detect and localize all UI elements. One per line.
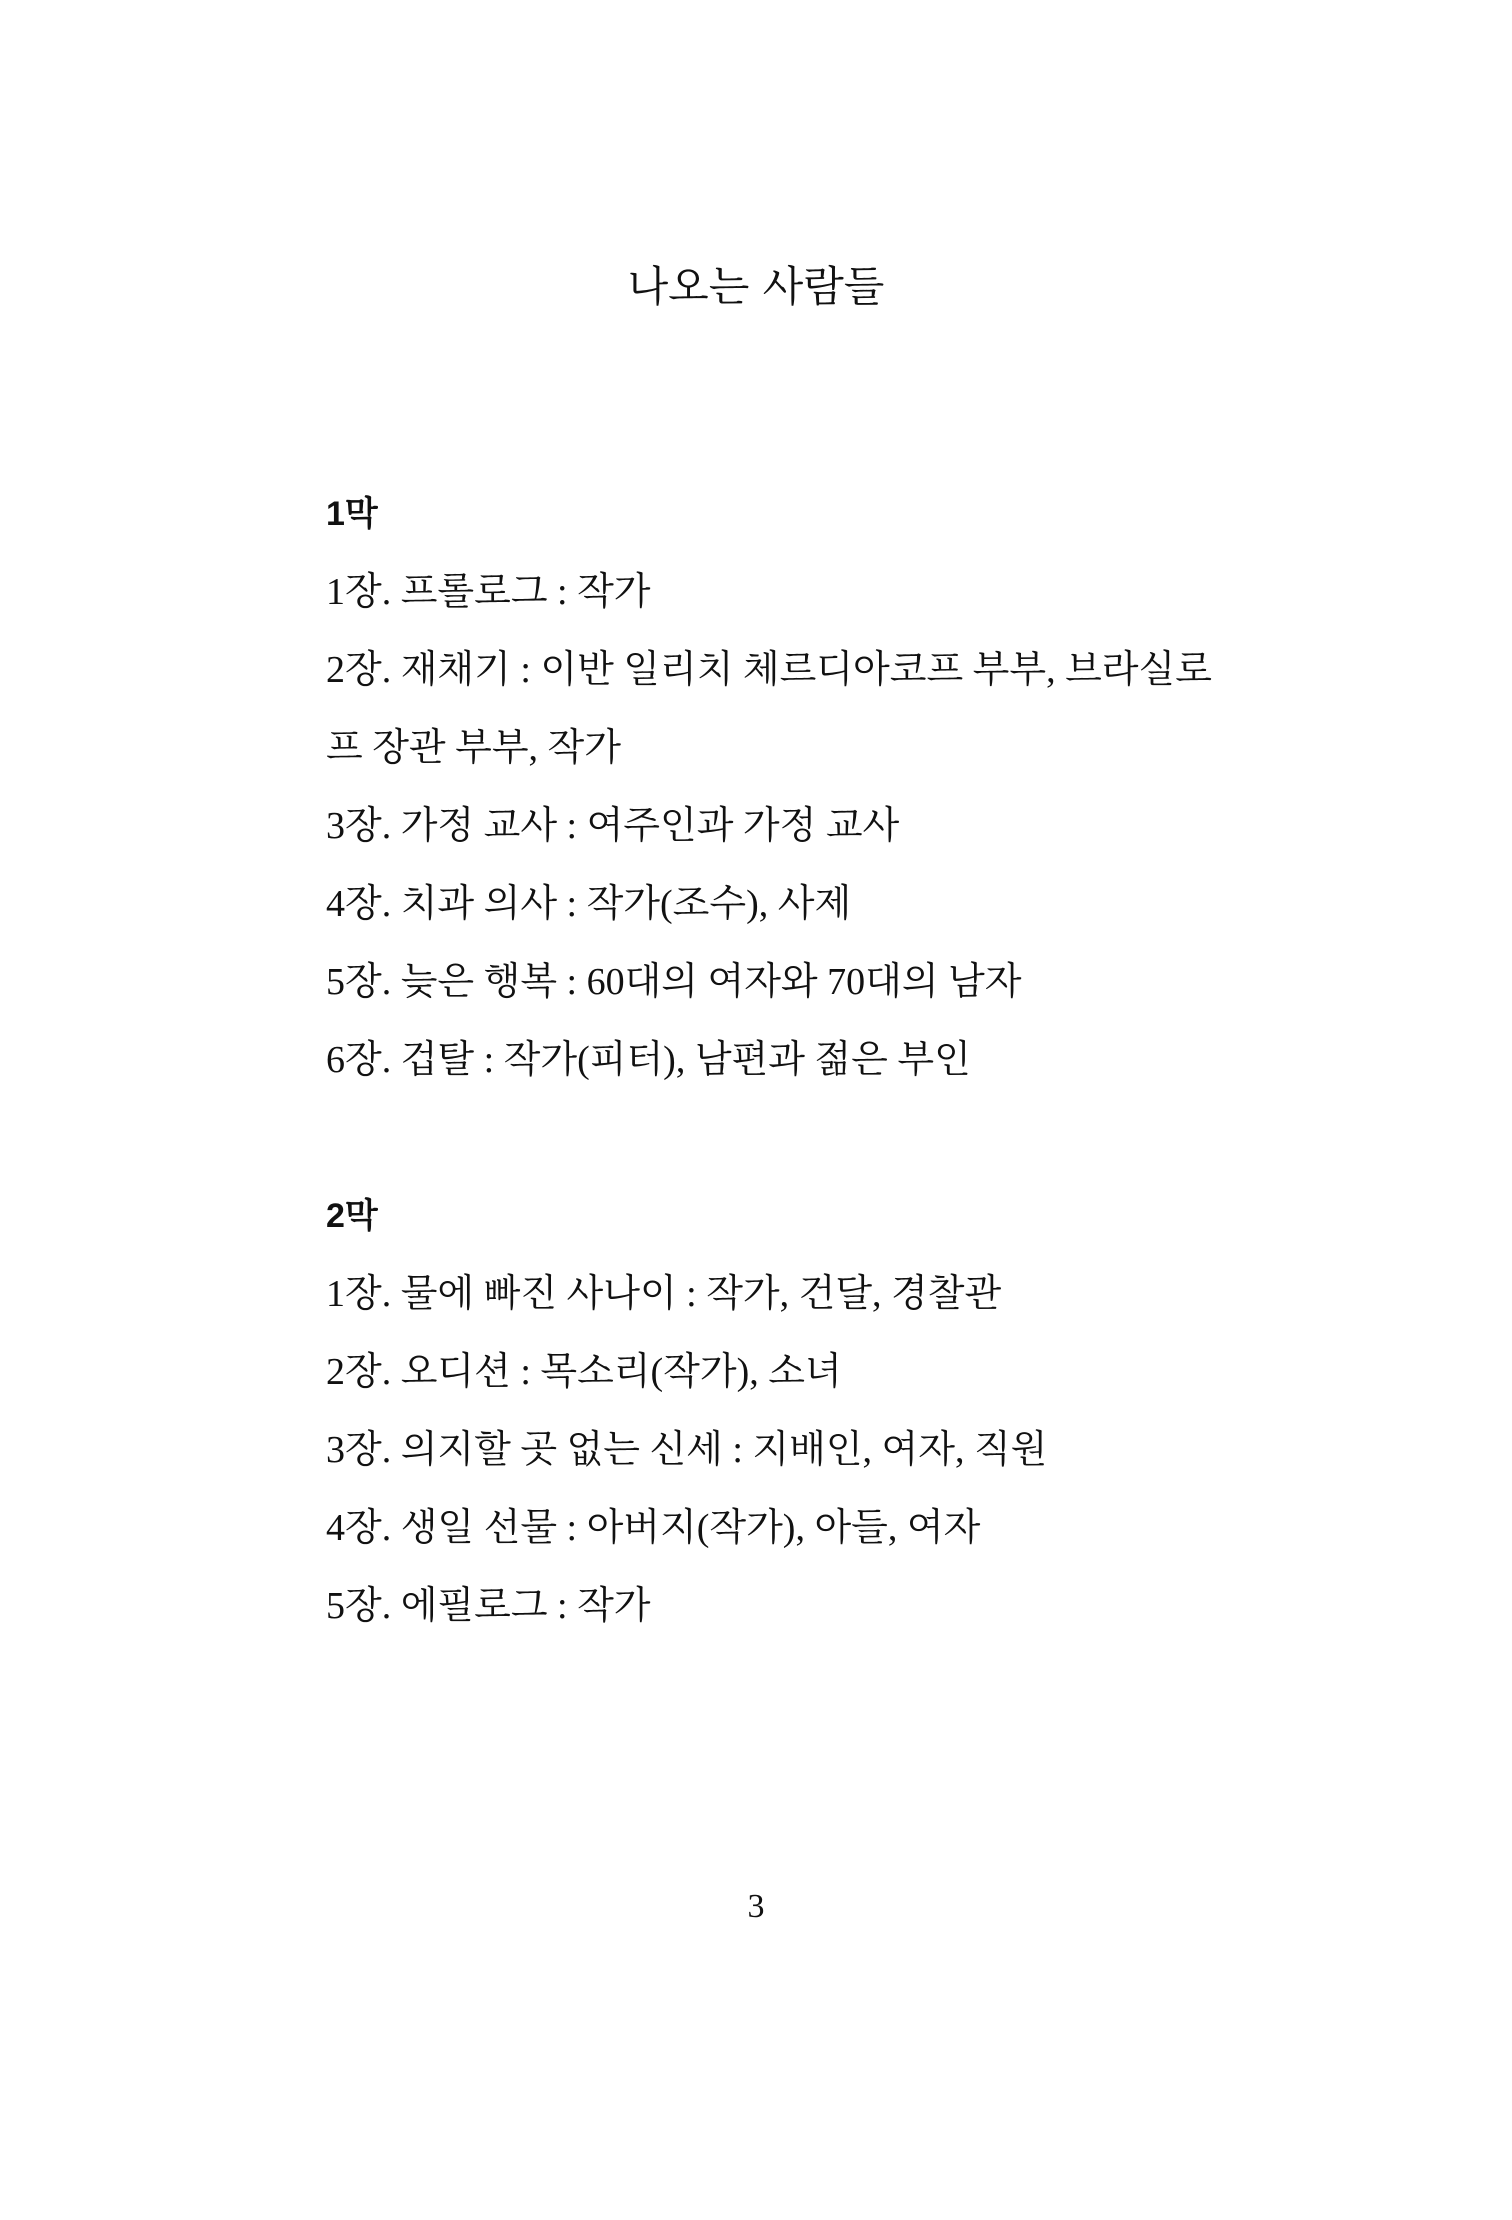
scene-item: 3장. 의지할 곳 없는 신세 : 지배인, 여자, 직원 [326,1429,1048,1471]
scene-item: 2장. 재채기 : 이반 일리치 체르디아코프 부부, 브라실로 [326,649,1212,691]
act-spacer [326,1099,1326,1177]
scene-item: 1장. 물에 빠진 사나이 : 작가, 건달, 경찰관 [326,1273,1002,1315]
act-heading: 1막 [326,495,378,533]
scene-item-continuation: 프 장관 부부, 작가 [326,727,621,769]
scene-item: 6장. 겁탈 : 작가(피터), 남편과 젊은 부인 [326,1039,971,1081]
page-number: 3 [747,1888,765,1925]
scene-item: 5장. 늦은 행복 : 60대의 여자와 70대의 남자 [326,961,1022,1003]
scene-item: 3장. 가정 교사 : 여주인과 가정 교사 [326,805,900,847]
act-heading: 2막 [326,1197,378,1235]
scene-item: 4장. 치과 의사 : 작가(조수), 사제 [326,883,852,925]
page-title: 나오는 사람들 [627,262,885,311]
cast-list [326,475,1326,1645]
scene-item: 2장. 오디션 : 목소리(작가), 소녀 [326,1351,842,1393]
scene-item: 4장. 생일 선물 : 아버지(작가), 아들, 여자 [326,1507,981,1549]
scene-item: 1장. 프롤로그 : 작가 [326,571,651,613]
scene-item: 5장. 에필로그 : 작가 [326,1585,651,1627]
